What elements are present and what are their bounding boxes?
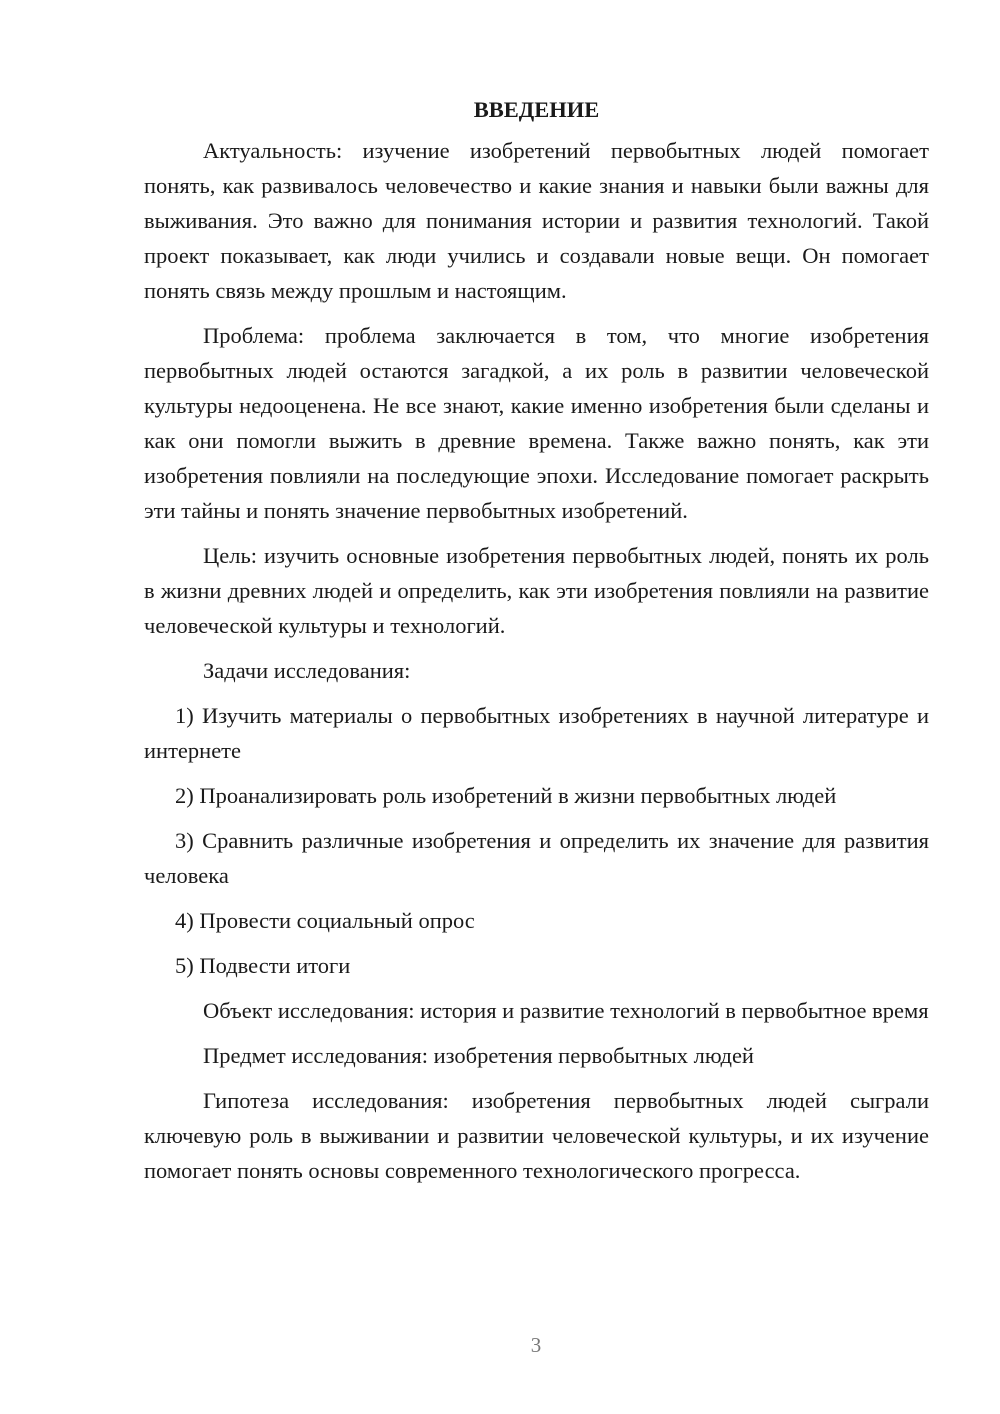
goal-paragraph: Цель: изучить основные изобретения первобытных людей, понять их роль в жизни древних людей и определить, как эти изобретения повлияли на развитие человеческой культуры и технологий. — [144, 543, 929, 638]
page-number: 3 — [530, 1333, 542, 1357]
problem-paragraph: Проблема: проблема заключается в том, что многие изобретения первобытных людей остаются загадкой, а их роль в развитии человеческой культуры недооценена. Не все знают, какие именно изобретения были сделаны и как они помогли выжить в древние времена. Также важно понять, как эти изобретения повлияли на последующие эпохи. Исследование помогает раскрыть эти тайны и понять значение первобытных изобретений. — [144, 323, 929, 523]
task-item-1: 1) Изучить материалы о первобытных изобретениях в научной литературе и интернете — [144, 703, 929, 763]
object-paragraph: Объект исследования: история и развитие технологий в первобытное время — [203, 998, 929, 1023]
tasks-heading: Задачи исследования: — [203, 658, 411, 683]
subject-paragraph: Предмет исследования: изобретения первобытных людей — [203, 1043, 754, 1068]
task-item-4: 4) Провести социальный опрос — [175, 908, 475, 933]
task-item-2: 2) Проанализировать роль изобретений в жизни первобытных людей — [175, 783, 837, 808]
hypothesis-paragraph: Гипотеза исследования: изобретения первобытных людей сыграли ключевую роль в выживании и развитии человеческой культуры, и их изучение помогает понять основы современного технологического прогресса. — [144, 1088, 929, 1183]
task-item-3: 3) Сравнить различные изобретения и определить их значение для развития человека — [144, 828, 929, 888]
relevance-paragraph: Актуальность: изучение изобретений первобытных людей помогает понять, как развивалось человечество и какие знания и навыки были важны для выживания. Это важно для понимания истории и развития технологий. Такой проект показывает, как люди учились и создавали новые вещи. Он помогает понять связь между прошлым и настоящим. — [144, 138, 929, 303]
page-title: ВВЕДЕНИЕ — [473, 97, 600, 122]
task-item-5: 5) Подвести итоги — [175, 953, 351, 978]
document-page — [144, 92, 929, 1198]
